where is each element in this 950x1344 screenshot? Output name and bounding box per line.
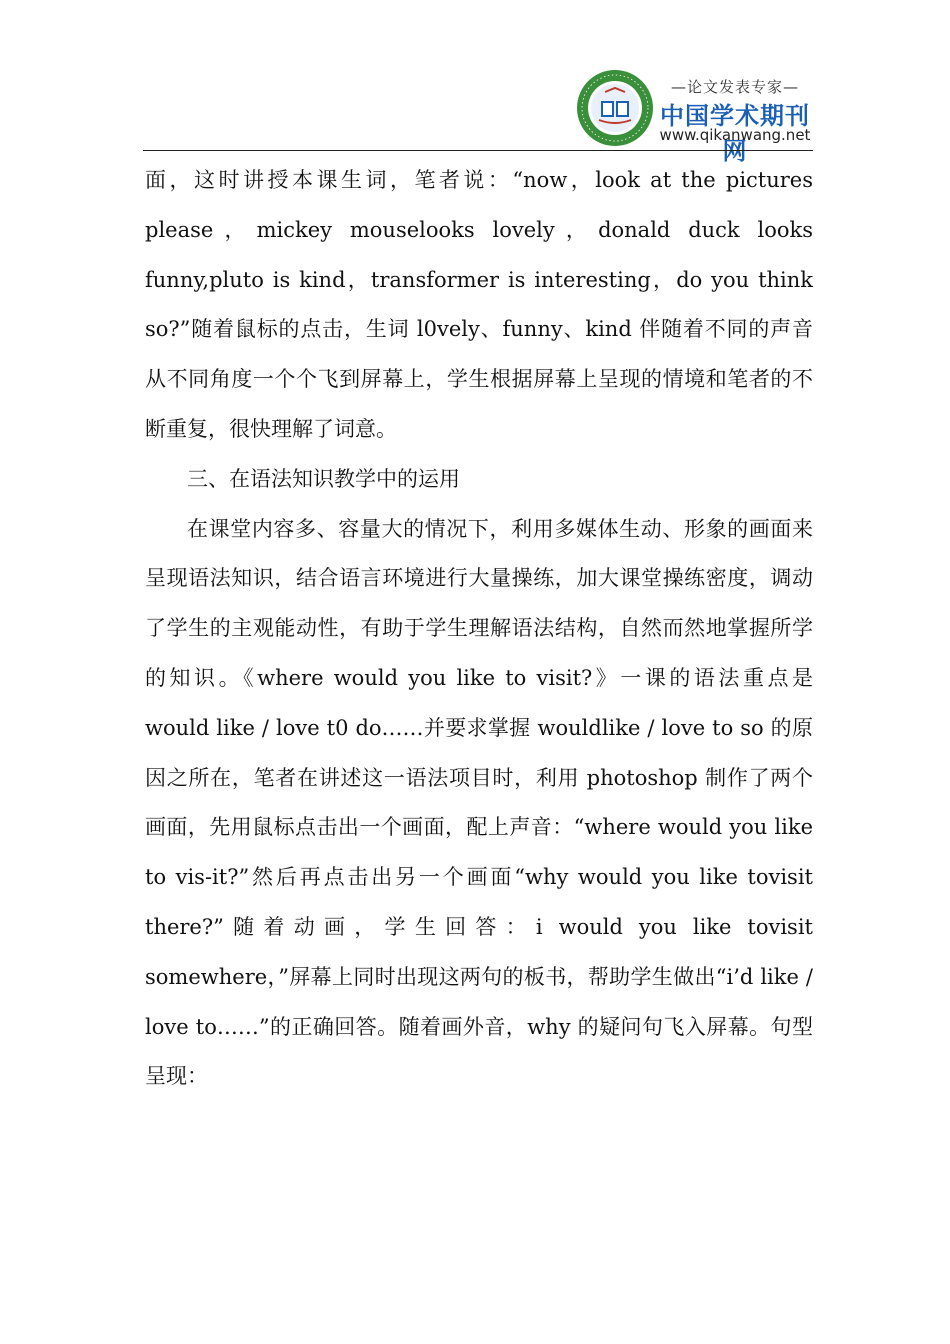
paragraph-grammar: 在课堂内容多、容量大的情况下，利用多媒体生动、形象的画面来呈现语法知识，结合语言环境进行大量操练，加大课堂操练密度，调动了学生的主观能动性，有助于学生理解语法结构，自然而然地掌握所学的知识。《where would you like to visit?》一课的语法重点是 would like / love t0 do……并要求掌握 wouldlike / love to so 的原因之所在，笔者在讲述这一语法项目时，利用 photoshop 制作了两个画面，先用鼠标点击出一个画面，配上声音：“where would you like to vis-it?”然后再点击出另一个画面“why would you like tovisit there?”随着动画，学生回答：i would you like tovisit somewhere，”屏幕上同时出现这两句的板书，帮助学生做出“i’d like / love to……”的正确回答。随着画外音，why 的疑问句飞入屏幕。句型呈现：	[145, 516, 813, 1089]
document-body	[145, 156, 813, 1102]
brand-name: 中国学术期刊网	[660, 102, 810, 165]
page-header	[0, 0, 950, 165]
qikanwang-logo-icon	[575, 68, 655, 148]
section-heading: 三、在语法知识教学中的运用	[187, 466, 460, 491]
brand-url: www.qikanwang.net	[659, 126, 811, 144]
brand-tagline: —论文发表专家—	[670, 78, 799, 96]
header-divider	[143, 150, 813, 151]
paragraph-continued: 面，这时讲授本课生词，笔者说：“now，look at the pictures please，mickey mouselooks lovely，donald duck looks funny,pluto is kind，transformer is interesting，do you think so?”随着鼠标的点击，生词 l0vely、funny、kind 伴随着不同的声音从不同角度一个个飞到屏幕上，学生根据屏幕上呈现的情境和笔者的不断重复，很快理解了词意。	[145, 168, 813, 441]
